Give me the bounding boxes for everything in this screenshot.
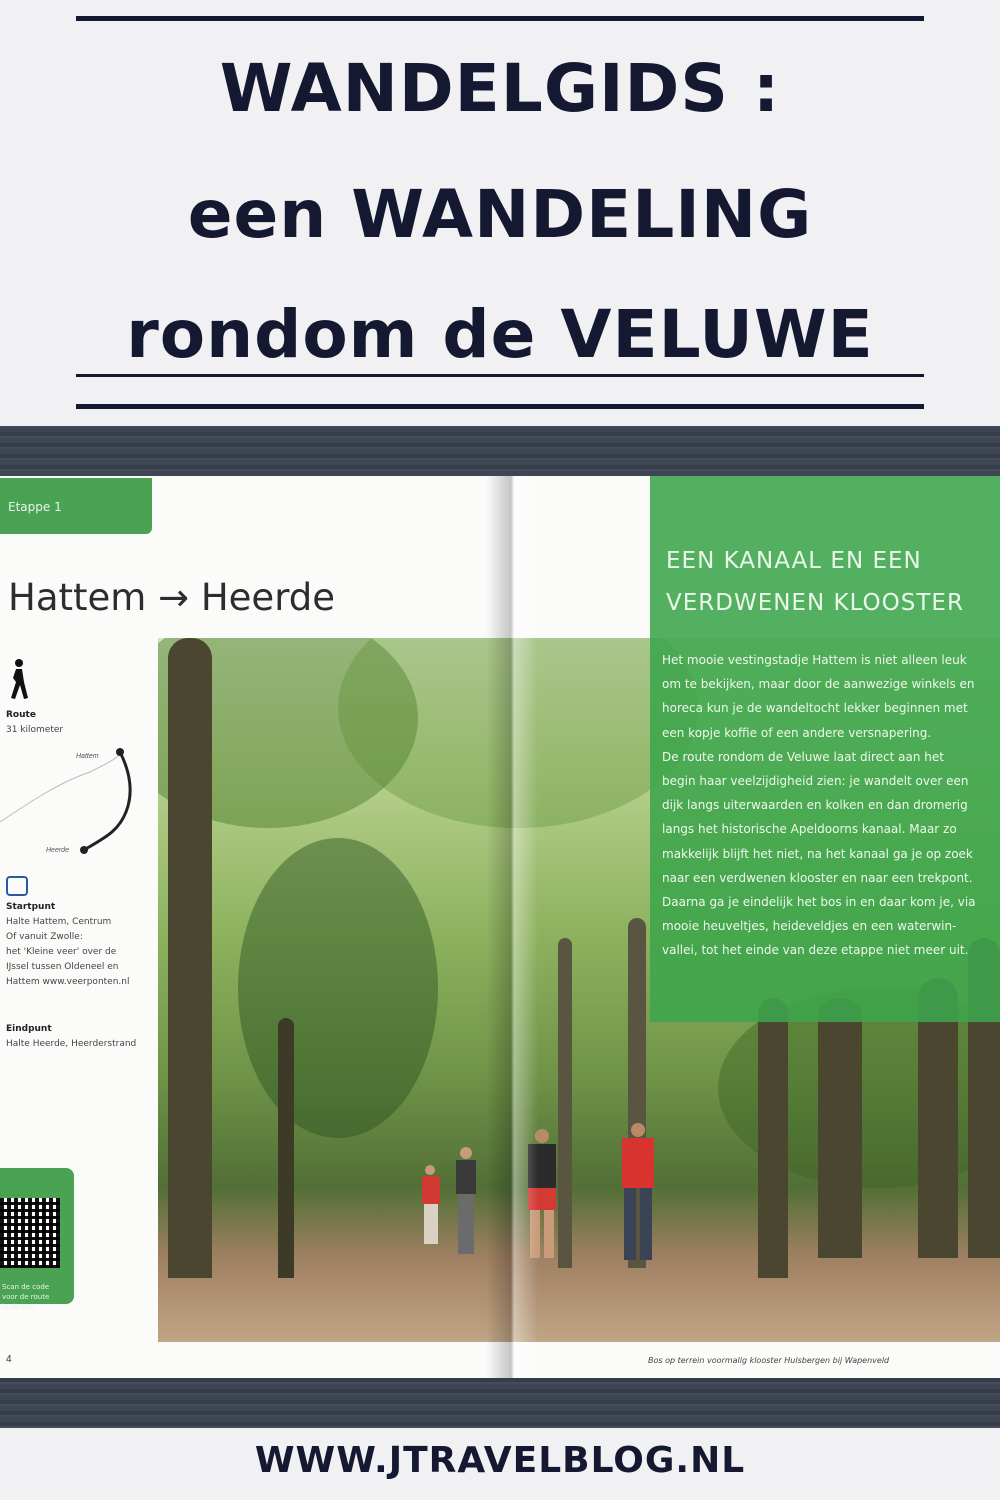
endpoint-value: Halte Heerde, Heerderstrand xyxy=(6,1039,137,1049)
startpoint-label: Startpunt xyxy=(6,902,56,912)
intro-line: begin haar veelzijdigheid zien: je wandelt over een xyxy=(662,774,969,789)
intro-line: langs het historische Apeldoorns kanaal. Maar zo xyxy=(662,822,957,837)
startpoint-line: Hattem www.veerponten.nl xyxy=(6,977,130,987)
stage-label: Etappe 1 xyxy=(8,500,62,514)
route-title: Hattem → Heerde xyxy=(8,576,336,619)
qr-text-line: voor de route xyxy=(2,1293,50,1301)
title-line-3: rondom de VELUWE xyxy=(126,296,874,373)
intro-line: om te bekijken, maar door de aanwezige winkels en xyxy=(662,677,975,692)
top-rule xyxy=(76,16,924,21)
intro-line: Daarna ga je eindelijk het bos in en daar kom je, via xyxy=(662,895,976,910)
intro-line: vallei, tot het einde van deze etappe niet meer uit. xyxy=(662,943,969,958)
bottom-rule xyxy=(76,404,924,409)
intro-line: makkelijk blijft het niet, na het kanaal ga je op zoek xyxy=(662,846,973,861)
intro-line: dijk langs uiterwaarden en kolken en dan dromerig xyxy=(662,798,968,813)
page-number: 4 xyxy=(6,1354,12,1365)
panel-heading-line-1: EEN KANAAL EN EEN xyxy=(666,548,922,574)
intro-text xyxy=(662,648,1000,963)
endpoint-label: Eindpunt xyxy=(6,1024,52,1034)
startpoint-line: het 'Kleine veer' over de xyxy=(6,947,117,957)
bus-icon xyxy=(6,876,28,896)
route-label: Route xyxy=(6,710,36,720)
book-spine xyxy=(486,476,538,1378)
route-info xyxy=(6,708,63,738)
intro-line: naar een verdwenen klooster en naar een trekpont. xyxy=(662,870,973,885)
endpoint-info xyxy=(6,1022,136,1052)
route-distance: 31 kilometer xyxy=(6,725,64,735)
stage-tab xyxy=(0,478,152,534)
map-end-label: Heerde xyxy=(46,847,69,854)
startpoint-info xyxy=(6,900,129,990)
route-map xyxy=(0,742,150,872)
qr-text xyxy=(2,1282,49,1312)
intro-line: Het mooie vestingstadje Hattem is niet alleen leuk xyxy=(662,653,967,667)
intro-line: De route rondom de Veluwe laat direct aan het xyxy=(662,749,944,764)
panel-heading-line-2: VERDWENEN KLOOSTER xyxy=(666,590,964,616)
qr-code xyxy=(0,1198,60,1268)
map-start-label: Hattem xyxy=(76,753,99,760)
title-underline xyxy=(76,374,924,377)
photo-caption: Bos op terrein voormalig klooster Hulsbergen bij Wapenveld xyxy=(648,1356,890,1365)
title-line-2: een WANDELING xyxy=(187,176,813,253)
website-url[interactable]: WWW.JTRAVELBLOG.NL xyxy=(254,1440,746,1481)
intro-line: een kopje koffie of een andere versnapering. xyxy=(662,725,932,740)
qr-text-line: in de app xyxy=(2,1303,35,1311)
hiker-icon xyxy=(6,658,30,702)
hikers-group xyxy=(408,1108,668,1268)
startpoint-line: IJssel tussen Oldeneel en xyxy=(6,962,119,972)
startpoint-line: Of vanuit Zwolle: xyxy=(6,932,83,942)
intro-line: mooie heuveltjes, heideveldjes en een waterwin- xyxy=(662,919,957,934)
title-line-1: WANDELGIDS : xyxy=(219,50,781,127)
startpoint-line: Halte Hattem, Centrum xyxy=(6,917,112,927)
qr-text-line: Scan de code xyxy=(2,1283,50,1291)
intro-line: horeca kun je de wandeltocht lekker beginnen met xyxy=(662,701,968,716)
